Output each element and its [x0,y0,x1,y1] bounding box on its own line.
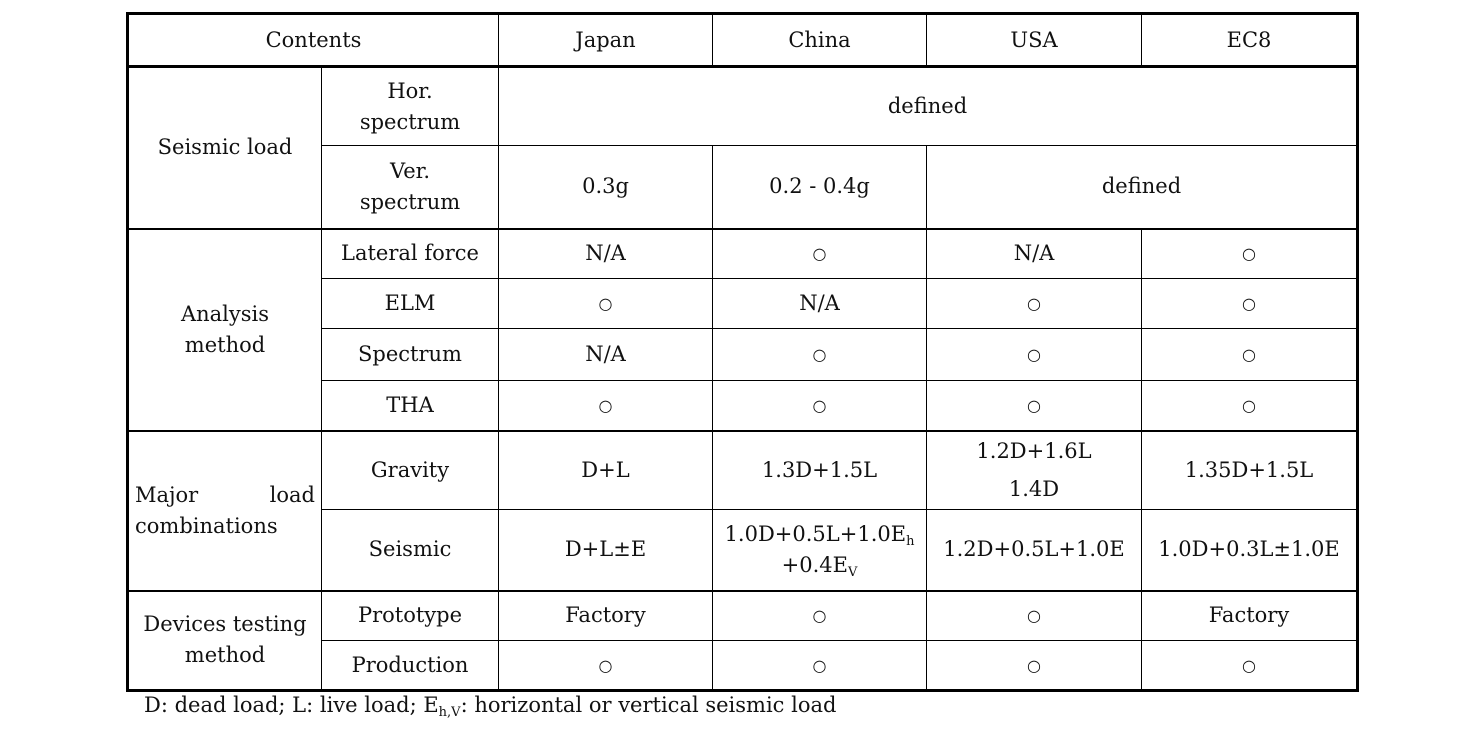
usa-gravity-line-2: 1.4D [1008,477,1060,502]
cell-value: ○ [499,641,713,691]
cell-value: ○ [713,329,927,381]
table-row [128,229,1358,279]
header-ec8: EC8 [1142,14,1358,67]
header-contents: Contents [128,14,499,67]
row-label-production: Production [322,641,499,691]
row-label-ver-spectrum [322,146,499,229]
row-label-gravity: Gravity [322,431,499,510]
china-seismic-line-2 [719,550,920,581]
row-label-elm: ELM [322,279,499,329]
cell-value: ○ [1142,641,1358,691]
ver-label-line-2: spectrum [359,189,461,214]
hor-label-line-1: Hor. [387,78,433,103]
header-japan: Japan [499,14,713,67]
cell-value-china-seismic [713,510,927,591]
cell-value: 1.35D+1.5L [1142,431,1358,510]
cell-value: ○ [713,229,927,279]
table-row [128,431,1358,510]
footnote-text-1: D: dead load; L: live load; E [144,693,439,717]
header-china: China [713,14,927,67]
table-footnote [144,690,836,720]
row-label-spectrum: Spectrum [322,329,499,381]
cell-value: ○ [1142,381,1358,431]
cell-value: ○ [1142,229,1358,279]
hor-label-line-2: spectrum [359,109,461,134]
cell-value: ○ [927,641,1142,691]
china-seismic-sub-2: V [847,564,858,580]
cell-value: ○ [927,591,1142,641]
combinations-label-line-1: Major load [135,482,315,507]
ver-label-line-1: Ver. [389,158,431,183]
row-label-prototype: Prototype [322,591,499,641]
group-analysis-method [128,229,322,431]
cell-value: D+L±E [499,510,713,591]
cell-value: 1.0D+0.3L±1.0E [1142,510,1358,591]
china-seismic-line-1 [719,519,920,550]
header-row [128,14,1358,67]
cell-value: ○ [927,381,1142,431]
ver-usa-ec8: defined [927,146,1358,229]
cell-value: N/A [499,229,713,279]
cell-value: ○ [1142,329,1358,381]
cell-value: 1.2D+0.5L+1.0E [927,510,1142,591]
cell-value: ○ [713,641,927,691]
row-label-lateral-force: Lateral force [322,229,499,279]
group-devices-testing [128,591,322,691]
cell-value: ○ [927,329,1142,381]
cell-value: ○ [499,279,713,329]
ver-japan: 0.3g [499,146,713,229]
footnote-sub: h,V [438,705,461,720]
cell-value: N/A [499,329,713,381]
table-row [128,67,1358,146]
cell-value: 1.3D+1.5L [713,431,927,510]
row-label-tha: THA [322,381,499,431]
china-seismic-text-1: 1.0D+0.5L+1.0E [724,521,907,546]
china-seismic-sub-1: h [906,533,915,549]
china-seismic-text-2: +0.4E [781,552,848,577]
ver-china: 0.2 - 0.4g [713,146,927,229]
analysis-label-line-2: method [184,332,266,357]
row-label-hor-spectrum [322,67,499,146]
group-load-combinations [128,431,322,591]
cell-value: N/A [927,229,1142,279]
header-usa: USA [927,14,1142,67]
table-row [128,591,1358,641]
hor-spectrum-value: defined [499,67,1358,146]
devices-label-line-2: method [184,643,266,668]
devices-label-line-1: Devices testing [143,612,307,637]
group-seismic-load: Seismic load [128,67,322,229]
analysis-label-line-1: Analysis [180,301,270,326]
cell-value: ○ [713,381,927,431]
cell-value: ○ [713,591,927,641]
cell-value: N/A [713,279,927,329]
cell-value: ○ [927,279,1142,329]
usa-gravity-line-1: 1.2D+1.6L [976,439,1092,464]
cell-value-usa-gravity [927,431,1142,510]
cell-value: Factory [499,591,713,641]
footnote-text-2: : horizontal or vertical seismic load [460,693,837,717]
row-label-seismic: Seismic [322,510,499,591]
cell-value: ○ [1142,279,1358,329]
cell-value: D+L [499,431,713,510]
comparison-table [126,12,1359,692]
cell-value: Factory [1142,591,1358,641]
combinations-label-line-2: combinations [135,513,278,538]
cell-value: ○ [499,381,713,431]
